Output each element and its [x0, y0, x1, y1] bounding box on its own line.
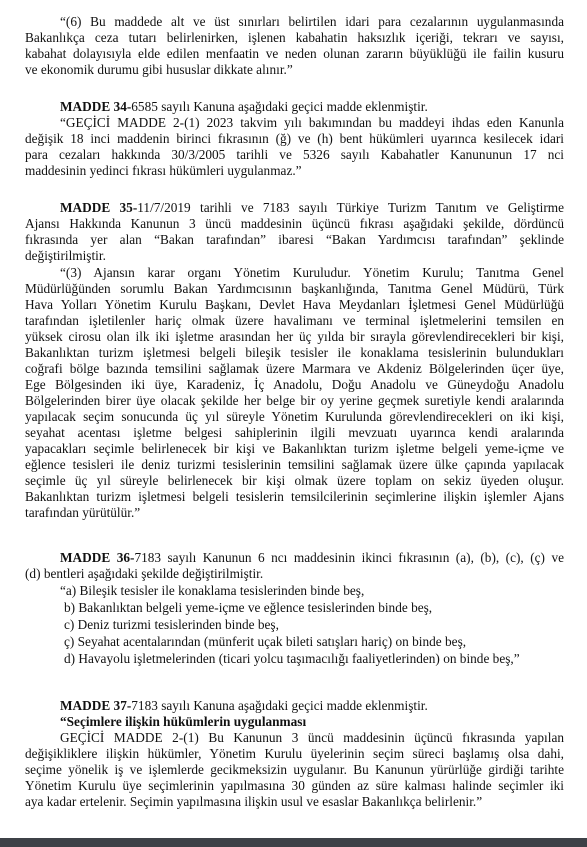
paragraph-line: GEÇİCİ MADDE 2-(1) Bu Kanunun 3 üncü maddesinin üçüncü fıkrasında yapılan [60, 730, 564, 745]
article-subtitle: “Seçimlere ilişkin hükümlerin uygulanması [60, 714, 307, 729]
bottom-bar [0, 838, 587, 847]
paragraph-line: yapılacak seçim sonucunda üç yıl süreyle Yönetim Kurulunda görevlendirecekleri on iki kişi, [25, 409, 564, 424]
list-item: ç) Seyahat acentalarından (münferit uçak bileti satışları hariç) on binde beş, [64, 634, 467, 649]
paragraph-line: yapacakları seçimle belirlenecek bir kişi ve Bakanlıktan turizm işletme belgeli yeme-içme ve [25, 441, 564, 456]
paragraph-line: eğlence tesisleri ile deniz turizmi tesislerinin temsilini sağlamak üzere ülke çapında yapılacak [25, 457, 564, 472]
article-number: MADDE 35- [60, 200, 138, 215]
article-heading [60, 200, 564, 216]
paragraph-line: değiştirilmiştir. [25, 248, 106, 263]
list-item: c) Deniz turizmi tesislerinden binde beş, [64, 617, 279, 632]
paragraph-line: Bakanlıktan turizm işletmesi belgeli bileşik tesisler ile konaklama tesislerinin bulundukları [25, 345, 564, 360]
paragraph-line: ve ekonomik durumu gibi hususlar dikkate alınır.” [25, 62, 293, 77]
paragraph-line: “(3) Ajansın karar organı Yönetim Kuruludur. Yönetim Kurulu; Tanıtma Genel [60, 265, 564, 280]
article-intro: 6585 sayılı Kanuna aşağıdaki geçici madde eklenmiştir. [131, 99, 428, 114]
article-heading [60, 550, 564, 566]
list-item: “a) Bileşik tesisler ile konaklama tesislerinden binde beş, [60, 583, 365, 598]
paragraph-line: Bakanlıktan turizm işletmesi belgeli tesislerin temsilcilerinin seçimlerine ilişkin işlemler Ajans [25, 489, 564, 504]
article-heading [60, 99, 428, 115]
article-intro: 7183 sayılı Kanuna aşağıdaki geçici madde eklenmiştir. [131, 698, 428, 713]
article-number: MADDE 34- [60, 99, 132, 114]
paragraph-line: Yönetim Kurulu üye seçimlerinin yapılmasına 30 günden az süre kalması halinde seçimler iki [25, 778, 564, 793]
paragraph-line: değişikliklere ilişkin hükümler, Yönetim Kurulu üyelerinin seçim süreci başlamış olsa dahi, [25, 746, 564, 761]
paragraph-line: değişik 18 inci maddenin birinci fıkrasının (ğ) ve (h) bent hükümleri uyarınca kesilecek idari [25, 131, 564, 146]
paragraph-line: para cezaları hakkında 30/3/2005 tarihli ve 5326 sayılı Kabahatler Kanununun 17 nci [25, 147, 564, 162]
paragraph-line: coğrafi bölge bazında temsilini sağlamak üzere Marmara ve Akdeniz Bölgelerinden üçer üye, [25, 361, 564, 376]
paragraph-line: tarafından işletilenler hariç olmak üzere havalimanı ve terminal işletmelerini temsilen en [25, 313, 564, 328]
paragraph-line: Ege Bölgesinden iki üye, Karadeniz, İç Anadolu, Doğu Anadolu ve Güneydoğu Anadolu [25, 377, 564, 392]
paragraph-line: Müdürlüğünden sorumlu Bakan Yardımcısının başkanlığında, Tanıtma Genel Müdürü, Türk [25, 281, 564, 296]
paragraph-line: yüksek cirosu olan ilk iki işletme arasından her üç yılda bir sırayla görevlendirecekleri bir kişi, [25, 329, 564, 344]
article-number: MADDE 36- [60, 550, 135, 565]
article-intro: 11/7/2019 tarihli ve 7183 sayılı Türkiye Turizm Tanıtım ve Geliştirme [137, 200, 565, 215]
paragraph-line: seçimle üç yıl süreyle belirlenecek bir kişi olmak üzere toplam on sekiz üyeden oluşur. [25, 473, 564, 488]
paragraph-line: “GEÇİCİ MADDE 2-(1) 2023 takvim yılı bakımından bu maddeyi ihdas eden Kanunla [60, 115, 564, 130]
paragraph-line: aya kadar ertelenir. Seçimin yapılmasına ilişkin usul ve esaslar Bakanlıkça belirlenir.” [25, 794, 483, 809]
article-heading [60, 698, 428, 714]
paragraph-line: Ajansı Hakkında Kanunun 3 üncü maddesinin üçüncü fıkrası aşağıdaki şekilde, dördüncü [25, 216, 564, 231]
paragraph-line: Bölgelerinden birer üye olacak şekilde her belge bir oy yerine geçmek suretiyle kendi aralarında [25, 393, 564, 408]
article-number: MADDE 37- [60, 698, 132, 713]
paragraph-line: (d) bentleri aşağıdaki şekilde değiştirilmiştir. [25, 566, 264, 581]
paragraph-line: seyahat acentası işletme belgesi sahiplerinin ilgili mevzuatı uyarınca kendi aralarında [25, 425, 564, 440]
paragraph-line: tarafından yürütülür.” [25, 505, 141, 520]
article-intro: 7183 sayılı Kanunun 6 ncı maddesinin ikinci fıkrasının (a), (b), (c), (ç) ve [134, 550, 565, 565]
list-item: d) Havayolu işletmelerinden (ticari yolcu taşımacılığı faaliyetlerinden) on binde beş,” [64, 651, 520, 666]
paragraph-line: Hava Yolları Yönetim Kurulu Başkanı, Devlet Hava Meydanları İşletmesi Genel Müdürlüğü [25, 297, 564, 312]
paragraph-line: Bakanlıkça ceza tutarı belirlenirken, işlenen kabahatin haksızlık içeriği, tekrarı ve sayısı, [25, 30, 564, 45]
paragraph-line: fıkrasında yer alan “Bakan tarafından” ibaresi “Bakan Yardımcısı tarafından” şeklinde [25, 232, 564, 247]
paragraph-line: kabahat dolayısıyla elde edilen menfaatin ve neden olunan zararın büyüklüğü ile failin kusuru [25, 46, 564, 61]
paragraph-line: maddesinin yedinci fıkrası hükümleri uygulanmaz.” [25, 163, 302, 178]
paragraph-line: “(6) Bu maddede alt ve üst sınırları belirtilen idari para cezalarının uygulanmasında [60, 14, 564, 29]
list-item: b) Bakanlıktan belgeli yeme-içme ve eğlence tesislerinden binde beş, [64, 600, 433, 615]
paragraph-line: seçime yönelik iş ve işlemlerde gecikmeksizin uygulanır. Bu Kanunun yürürlüğe girdiği tarihte [25, 762, 564, 777]
